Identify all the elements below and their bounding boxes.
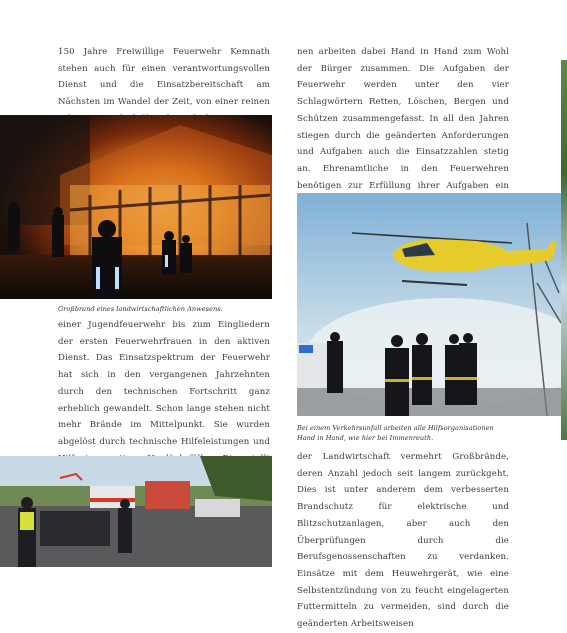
helicopter-photo [297,193,561,416]
adjacent-page-edge-image [561,60,567,440]
fire-photo-caption: Großbrand eines landwirtschaftlichen Anwesens. [58,305,223,313]
left-top-text: 150 Jahre Freiwillige Feuerwehr Kemnath stehen auch für einen verantwortungsvollen Dienst und die Einsatzbereitschaft am Nächsten im Wandel der Zeit, von einer reinen [58,47,270,108]
accident-photo [0,456,272,567]
right-top-text: nen arbeiten dabei Hand in Hand zum Wohl der Bürger zusammen. Die Aufgaben der Feuerwehr werden unter den vier Schlagwörtern Retten, Löschen, Bergen und Schützen zusammengefasst. In all den Jahren stiegen durch die geänderten Anforderungen und Aufgaben auch die Einsatzzahlen stetig an. Ehrenamtliche in den Feuerwehren benötigen zur Erfüllung ihrer Aufgaben ein [297,47,509,191]
right-column-bottom-paragraph [297,449,509,633]
right-bottom-text: der Landwirtschaft vermehrt Großbrände, deren Anzahl jedoch seit langem zurückgeht. Dies ist unter anderem dem verbesserten Brandschutz für elektrische und Blitzschutzanlagen, aber auch den Überprüfungen durch die Berufsgenossenschaften zu verdanken. Einsätze mit dem Heuwehrgerät, wie eine Selbstentzündung von zu feucht eingelagerten Futtermitteln zu vermeiden, sind durch die geänderten Arbeitsweisen [297,452,509,630]
helicopter-photo-caption: Bei einem Verkehrsunfall arbeiten alle Hilfsorganisationen Hand in Hand, wie hier bei Immenreuth. [297,424,494,442]
fire-photo [0,115,272,299]
left-middle-text: einer Jugendfeuerwehr bis zum Eingliedern der ersten Feuerwehrfrauen in den aktiven Dienst. Das Einsatzspektrum der Feuerwehr hat sich in den vergangenen Jahrzehnten durch den technischen Fortschritt ganz erheblich gewandelt. Schon lange stehen nicht mehr Brände im Mittelpunkt. Sie wurden abgelöst durch technische Hilfeleistungen und [58,320,270,447]
